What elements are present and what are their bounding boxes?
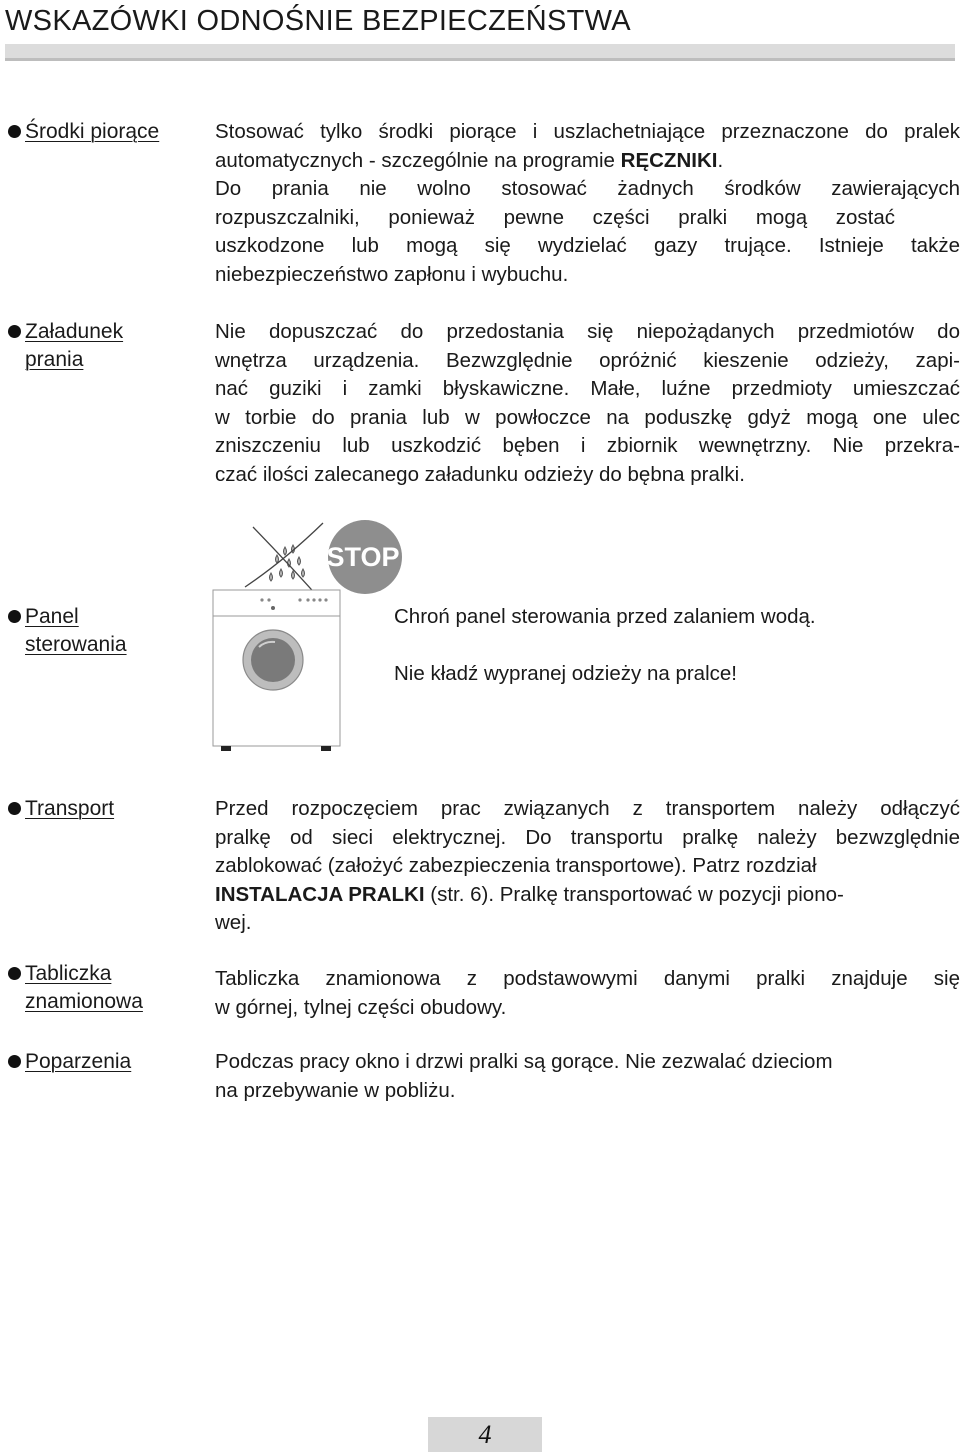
page-title: WSKAZÓWKI ODNOŚNIE BEZPIECZEŃSTWA: [5, 4, 955, 61]
label-text: sterowania: [25, 633, 127, 656]
text-line: Do prania nie wolno stosować żadnych środków zawierających: [215, 177, 960, 201]
label-text: Transport: [25, 797, 115, 820]
label-text: Poparzenia: [25, 1050, 132, 1073]
section-label-nameplate: [8, 960, 143, 1016]
bullet-icon: [8, 325, 21, 338]
text-line: nać guziki i zamki błyskawiczne. Małe, luźne przedmioty umieszczać: [215, 377, 960, 401]
emphasis-text: INSTALACJA PRALKI: [215, 882, 425, 906]
text-line: automatycznych - szczególnie na programie RĘCZNIKI.: [215, 148, 724, 172]
text-line: Nie dopuszczać do przedostania się niepożądanych przedmiotów do: [215, 320, 960, 343]
svg-text:STOP: STOP: [326, 542, 400, 572]
section-body-burns: [215, 1048, 960, 1105]
emphasis-text: RĘCZNIKI: [620, 148, 718, 172]
text-line: czać ilości zalecanego załadunku odzieży do bębna pralki.: [215, 462, 745, 486]
label-text: Środki piorące: [25, 120, 160, 143]
text-line: zniszczeniu lub uszkodzić bęben i zbiornik wewnętrzny. Nie przekra-: [215, 434, 960, 458]
bullet-icon: [8, 125, 21, 138]
section-label-loading: [8, 318, 123, 374]
bullet-icon: [8, 610, 21, 623]
text-line: niebezpieczeństwo zapłonu i wybuchu.: [215, 262, 569, 286]
section-label-panel: [8, 603, 127, 659]
text-line: pralkę od sieci elektrycznej. Do transportu pralkę należy bezwzględnie: [215, 825, 960, 849]
washing-machine-icon: [213, 590, 340, 751]
bullet-icon: [8, 1055, 21, 1068]
label-text: Panel: [25, 605, 79, 628]
text-line: Tabliczka znamionowa z podstawowymi danymi pralki znajduje się: [215, 967, 960, 990]
section-body-nameplate: [215, 965, 960, 1022]
washing-machine-illustration: [205, 515, 415, 755]
bullet-icon: [8, 967, 21, 980]
label-text: prania: [25, 348, 84, 371]
stop-sign-icon: [326, 520, 402, 594]
text-line: Przed rozpoczęciem prac związanych z transportem należy odłączyć: [215, 797, 960, 820]
text-line: zablokować (założyć zabezpieczenia transportowe). Patrz rozdział: [215, 854, 817, 878]
text-line: Podczas pracy okno i drzwi pralki są gorące. Nie zezwalać dzieciom: [215, 1050, 833, 1073]
section-label-transport: [8, 795, 114, 823]
text-line: wej.: [215, 911, 252, 935]
page-number: 4: [428, 1417, 542, 1452]
panel-warning-text: Nie kładź wypranej odzieży na pralce!: [394, 662, 737, 685]
text-line: w górnej, tylnej części obudowy.: [215, 995, 507, 1019]
text-line: Stosować tylko środki piorące i uszlachetniające przeznaczone do pralek: [215, 120, 960, 143]
text-line: na przebywanie w pobliżu.: [215, 1078, 456, 1102]
text-line: w torbie do prania lub w powłoczce na poduszkę gdyż mogą one ulec: [215, 405, 960, 429]
section-body-detergents: [215, 118, 960, 290]
text-line: INSTALACJA PRALKI (str. 6). Pralkę transportować w pozycji piono-: [215, 882, 844, 906]
label-text: Załadunek: [25, 320, 124, 343]
section-label-burns: [8, 1048, 131, 1076]
section-body-loading: [215, 318, 960, 490]
text-line: wnętrza urządzenia. Bezwzględnie opróżnić kieszenie odzieży, zapi-: [215, 348, 960, 372]
label-text: znamionowa: [25, 990, 143, 1013]
section-label-detergents: [8, 118, 159, 146]
section-body-transport: [215, 795, 960, 938]
bullet-icon: [8, 802, 21, 815]
label-text: Tabliczka: [25, 962, 112, 985]
text-line: uszkodzone lub mogą się wydzielać gazy trujące. Istnieje także: [215, 234, 960, 258]
panel-warning-text: Chroń panel sterowania przed zalaniem wodą.: [394, 605, 816, 628]
text-line: rozpuszczalniki, ponieważ pewne części pralki mogą zostać: [215, 205, 895, 229]
